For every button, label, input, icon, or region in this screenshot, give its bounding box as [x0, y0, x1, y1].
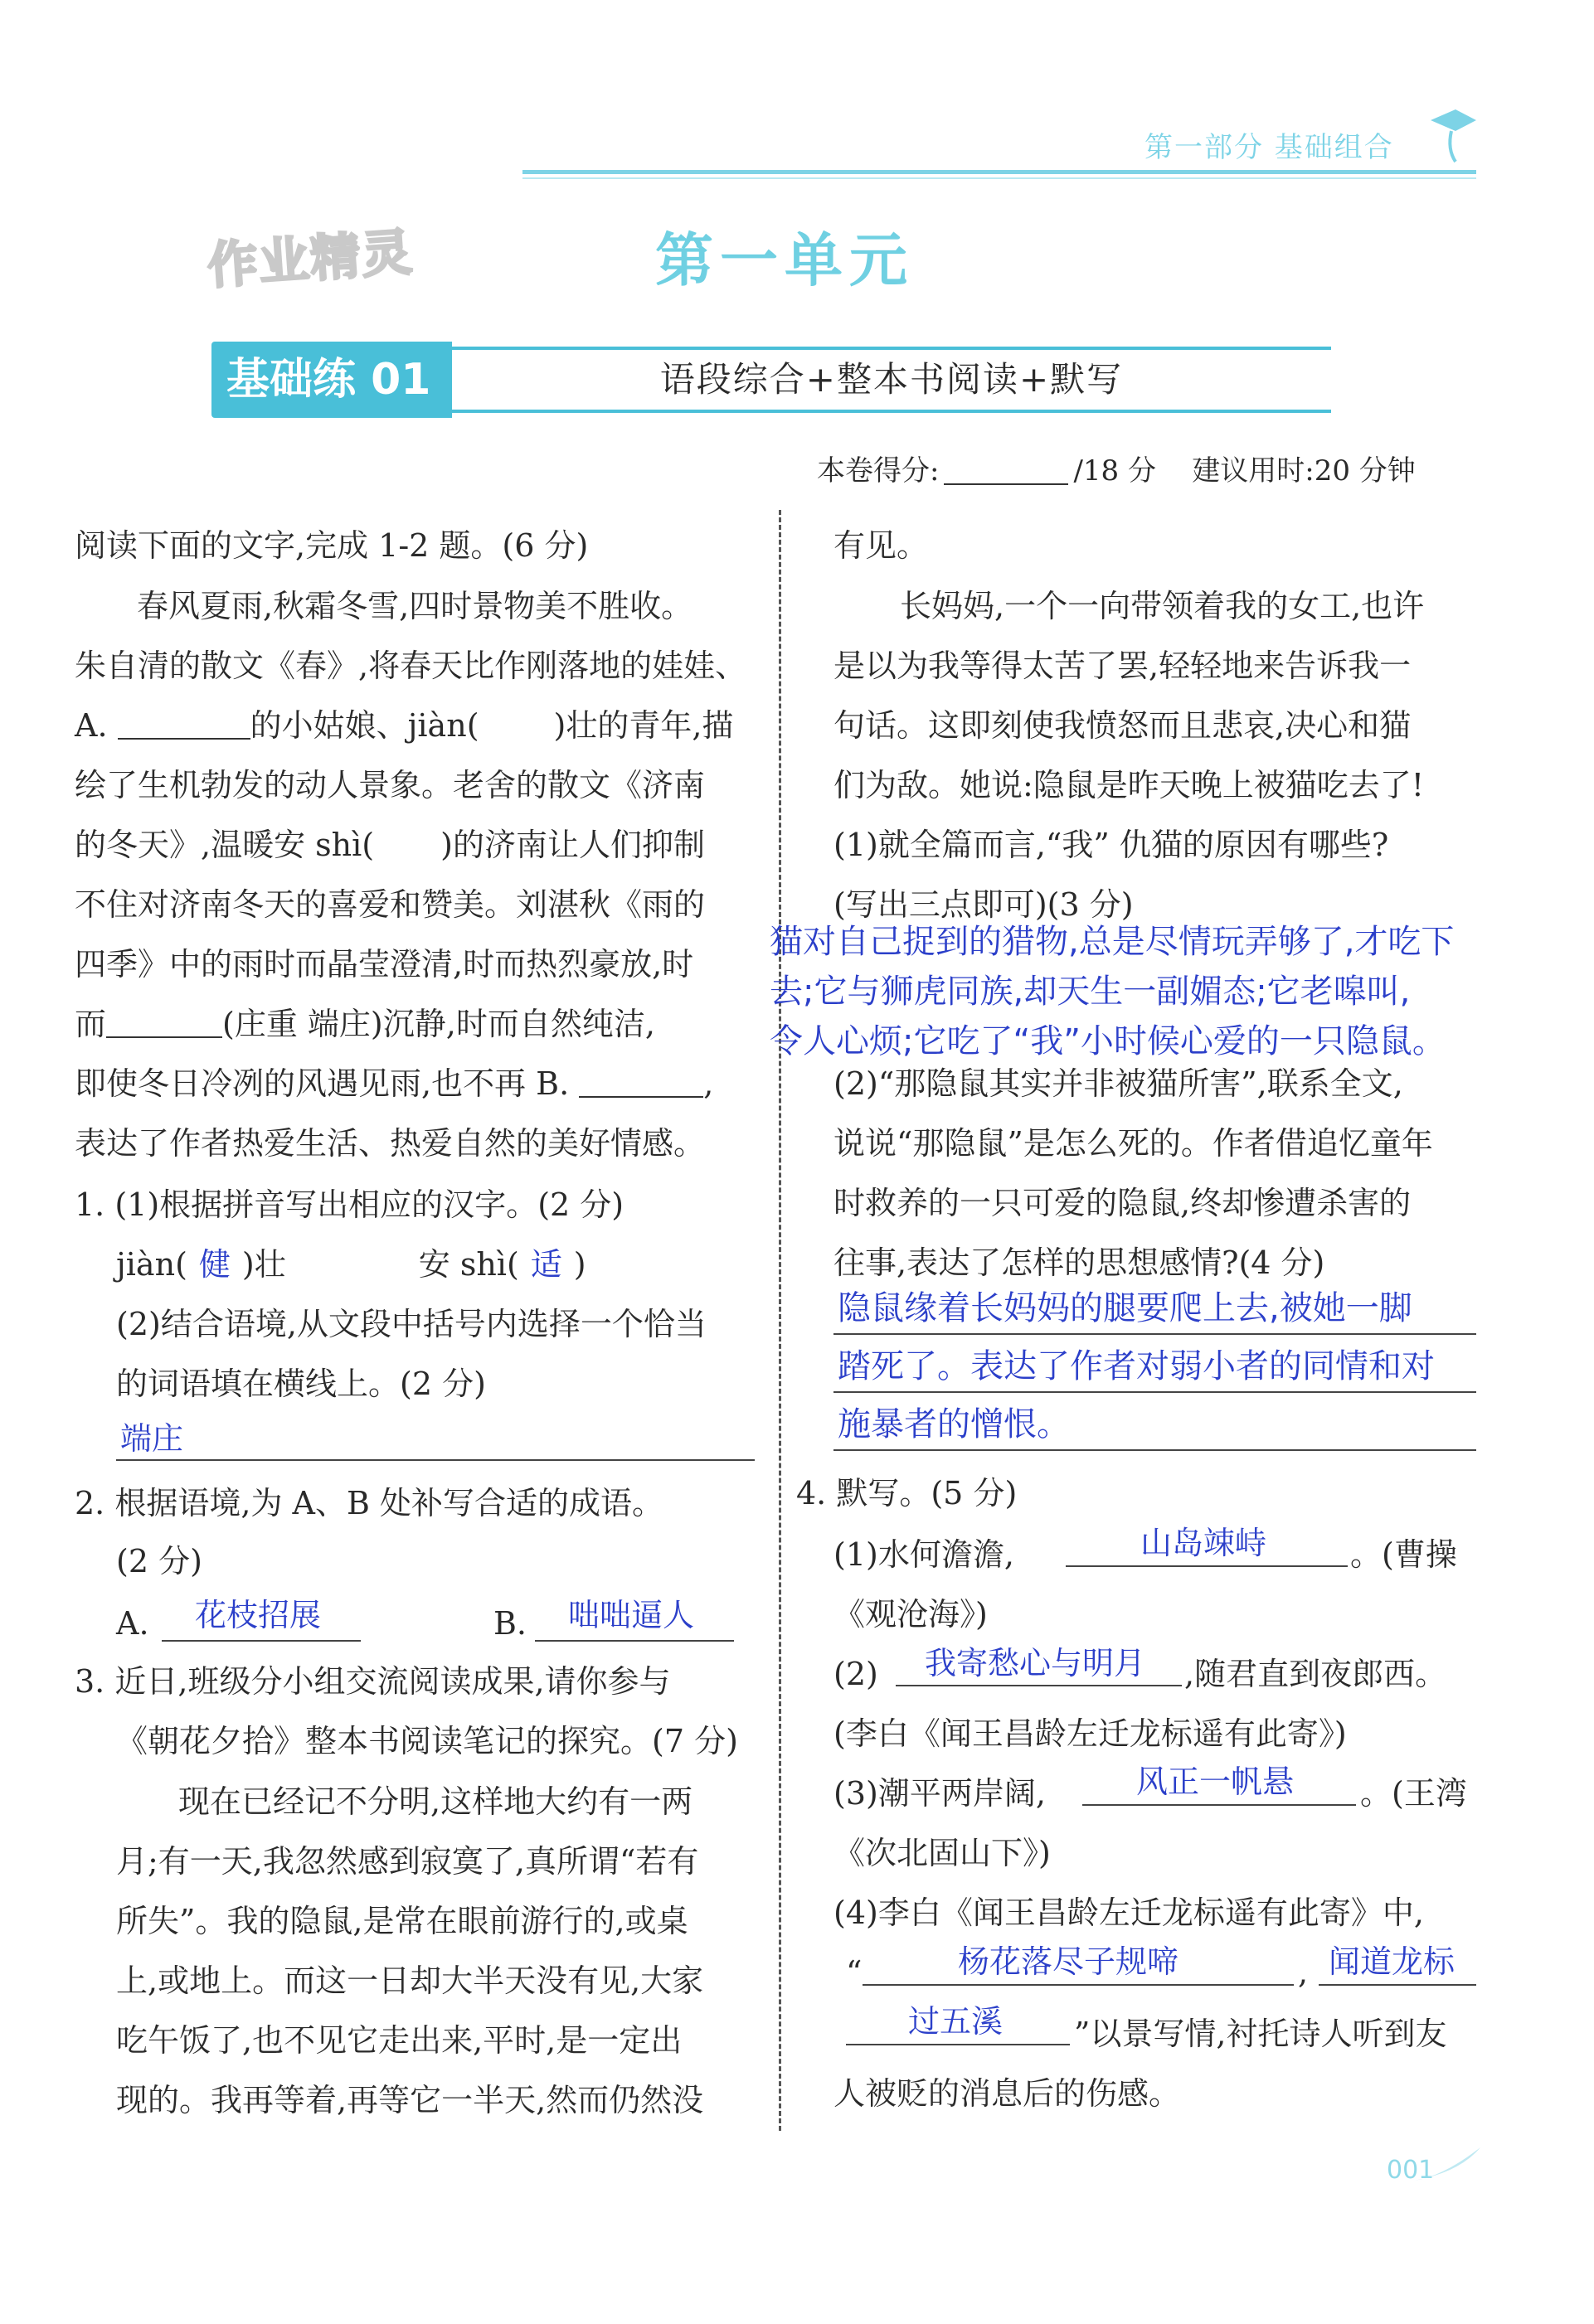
excerpt-line: 月;有一天,我忽然感到寂寞了,真所谓“若有: [116, 1843, 699, 1880]
header-rule-thin: [522, 177, 1476, 179]
dictation-2: (2): [833, 1656, 878, 1692]
section-header: 第一部分 基础组合: [1144, 131, 1394, 164]
header-rule: [522, 170, 1476, 174]
dictation-1-source: 《观沧海》): [833, 1596, 988, 1633]
blank-b[interactable]: [579, 1096, 703, 1098]
answer-3-1[interactable]: 去;它与狮虎同族,却天生一副媚态;它老嗥叫,: [770, 973, 1411, 1011]
answer-line: [846, 2044, 1070, 2045]
unit-title: 第一单元: [655, 226, 914, 294]
passage-line: 即使冬日冷冽的风遇见雨,也不再 B. ,: [75, 1065, 714, 1102]
question-3-2: 说说“那隐鼠”是怎么死的。作者借追忆童年: [833, 1125, 1433, 1162]
answer-shi[interactable]: 适: [530, 1246, 562, 1283]
dictation-2-source: (李白《闻王昌龄左迁龙标遥有此寄》): [833, 1715, 1347, 1752]
pinyin-row: jiàn( 健 )壮 安 shì( 适 ): [116, 1246, 586, 1283]
excerpt-line: 长妈妈,一个一向带领着我的女工,也许: [900, 588, 1425, 624]
blank-choice[interactable]: [106, 1036, 222, 1038]
passage-line: 表达了作者热爱生活、热爱自然的美好情感。: [75, 1125, 706, 1162]
question-4: 4. 默写。(5 分): [796, 1475, 1018, 1511]
dictation-3: (3)潮平两岸阔,: [833, 1775, 1046, 1812]
blank-a[interactable]: [118, 738, 250, 740]
dictation-3: 。(王湾: [1360, 1775, 1467, 1812]
question-3-2: 时救养的一只可爱的隐鼠,终却惨遭杀害的: [833, 1185, 1412, 1221]
passage-line: 四季》中的雨时而晶莹澄清,时而热烈豪放,时: [75, 946, 694, 982]
dictation-4: 人被贬的消息后的伤感。: [833, 2075, 1181, 2112]
passage-line: 的冬天》,温暖安 shì( )的济南让人们抑制: [75, 827, 705, 863]
answer-dictation-2[interactable]: 我寄愁心与明月: [925, 1645, 1146, 1681]
dictation-4: ,: [1298, 1954, 1309, 1991]
dictation-1: (1)水何澹澹,: [833, 1536, 1014, 1573]
excerpt-line: 吃午饭了,也不见它走出来,平时,是一定出: [116, 2022, 683, 2059]
watermark-logo: 作业精灵: [206, 223, 416, 296]
answer-dictation-4a[interactable]: 杨花落尽子规啼: [958, 1943, 1179, 1980]
dictation-4: ”以景写情,衬托诗人听到友: [1074, 2016, 1447, 2052]
answer-3-1[interactable]: 猫对自己捉到的猎物,总是尽情玩弄够了,才吃下: [770, 923, 1455, 961]
question-3-1: (写出三点即可)(3 分): [833, 886, 1134, 923]
question-3-2: (2)“那隐鼠其实并非被猫所害”,联系全文,: [833, 1065, 1403, 1102]
page-number: 001: [1387, 2156, 1435, 2185]
question-1: 1. (1)根据拼音写出相应的汉字。(2 分): [75, 1186, 624, 1223]
answer-b[interactable]: 咄咄逼人: [568, 1597, 695, 1633]
answer-3-2[interactable]: 施暴者的憎恨。: [838, 1405, 1070, 1443]
exercise-tag: 基础练 01: [211, 342, 452, 418]
label-a: A.: [116, 1605, 149, 1642]
answer-dictation-3[interactable]: 风正一帆悬: [1136, 1764, 1295, 1800]
answer-line: [833, 1333, 1476, 1335]
answer-line: [162, 1640, 361, 1642]
passage-line: A. 的小姑娘、jiàn( )壮的青年,描: [75, 707, 734, 744]
graduation-cap-icon: [1422, 99, 1480, 166]
answer-jian[interactable]: 健: [198, 1246, 231, 1283]
question-3-1: (1)就全篇而言,“我” 仇猫的原因有哪些?: [833, 827, 1389, 863]
excerpt-line: 句话。这即刻使我愤怒而且悲哀,决心和猫: [833, 707, 1412, 744]
answer-line: [1319, 1984, 1476, 1986]
suggested-time: 建议用时:20 分钟: [1192, 454, 1416, 488]
answer-line: [1082, 1804, 1356, 1806]
label-b: B.: [493, 1605, 527, 1642]
answer-a[interactable]: 花枝招展: [195, 1597, 322, 1633]
excerpt-line: 所失”。我的隐鼠,是常在眼前游行的,或桌: [116, 1903, 688, 1939]
feather-icon: [1410, 2143, 1485, 2185]
dictation-4: “: [846, 1954, 863, 1991]
score-line: [817, 448, 1416, 488]
question-1-2: 的词语填在横线上。(2 分): [116, 1366, 486, 1402]
dictation-3-source: 《次北固山下》): [833, 1835, 1051, 1871]
passage-line: 不住对济南冬天的喜爱和赞美。刘湛秋《雨的: [75, 886, 706, 923]
excerpt-line: 是以为我等得太苦了罢,轻轻地来告诉我一: [833, 648, 1412, 684]
answer-line: [896, 1685, 1182, 1686]
exercise-subtitle: 语段综合+整本书阅读+默写: [452, 347, 1331, 413]
answer-3-1[interactable]: 令人心烦;它吃了“我”小时候心爱的一只隐鼠。: [770, 1022, 1446, 1060]
question-3: 3. 近日,班级分小组交流阅读成果,请你参与: [75, 1663, 671, 1700]
question-3-2: 往事,表达了怎样的思想感情?(4 分): [833, 1244, 1325, 1281]
answer-line: [833, 1391, 1476, 1393]
excerpt-line: 现在已经记不分明,这样地大约有一两: [178, 1783, 693, 1820]
score-blank[interactable]: [944, 458, 1068, 485]
answer-line: [863, 1984, 1294, 1986]
score-label: 本卷得分:: [817, 454, 940, 488]
answer-3-2[interactable]: 踏死了。表达了作者对弱小者的同情和对: [838, 1347, 1435, 1385]
reading-intro: 阅读下面的文字,完成 1-2 题。(6 分): [75, 527, 589, 564]
answer-dictation-4b[interactable]: 闻道龙标: [1329, 1943, 1455, 1980]
question-2-points: (2 分): [116, 1543, 202, 1579]
column-divider: [779, 510, 781, 2131]
answer-line: [1066, 1565, 1348, 1567]
excerpt-line: 现的。我再等着,再等它一半天,然而仍然没: [116, 2082, 704, 2118]
passage-line: 春风夏雨,秋霜冬雪,四时景物美不胜收。: [137, 588, 693, 624]
dictation-4: (4)李白《闻王昌龄左迁龙标遥有此寄》中,: [833, 1895, 1424, 1931]
answer-dictation-1[interactable]: 山岛竦峙: [1140, 1525, 1267, 1561]
dictation-1: 。(曹操: [1350, 1536, 1457, 1573]
answer-line: [116, 1459, 755, 1461]
answer-line: [535, 1640, 734, 1642]
passage-line: 绘了生机勃发的动人景象。老舍的散文《济南: [75, 767, 706, 803]
score-total: /18 分: [1073, 454, 1156, 488]
excerpt-line: 有见。: [833, 527, 929, 564]
excerpt-line: 们为敌。她说:隐鼠是昨天晚上被猫吃去了!: [833, 767, 1425, 803]
question-1-2: (2)结合语境,从文段中括号内选择一个恰当: [116, 1306, 707, 1342]
passage-line: 朱自清的散文《春》,将春天比作刚落地的娃娃、: [75, 648, 747, 684]
passage-line: 而 (庄重 端庄)沉静,时而自然纯洁,: [75, 1006, 655, 1042]
answer-dictation-4c[interactable]: 过五溪: [908, 2003, 1004, 2040]
excerpt-line: 上,或地上。而这一日却大半天没有见,大家: [116, 1963, 704, 1999]
question-2: 2. 根据语境,为 A、B 处补写合适的成语。: [75, 1485, 663, 1521]
answer-duanzhuang[interactable]: 端庄: [120, 1420, 184, 1457]
question-3: 《朝花夕拾》整本书阅读笔记的探究。(7 分): [116, 1723, 738, 1759]
answer-line: [833, 1449, 1476, 1451]
dictation-2: ,随君直到夜郎西。: [1184, 1656, 1447, 1692]
answer-3-2[interactable]: 隐鼠缘着长妈妈的腿要爬上去,被她一脚: [838, 1289, 1412, 1327]
